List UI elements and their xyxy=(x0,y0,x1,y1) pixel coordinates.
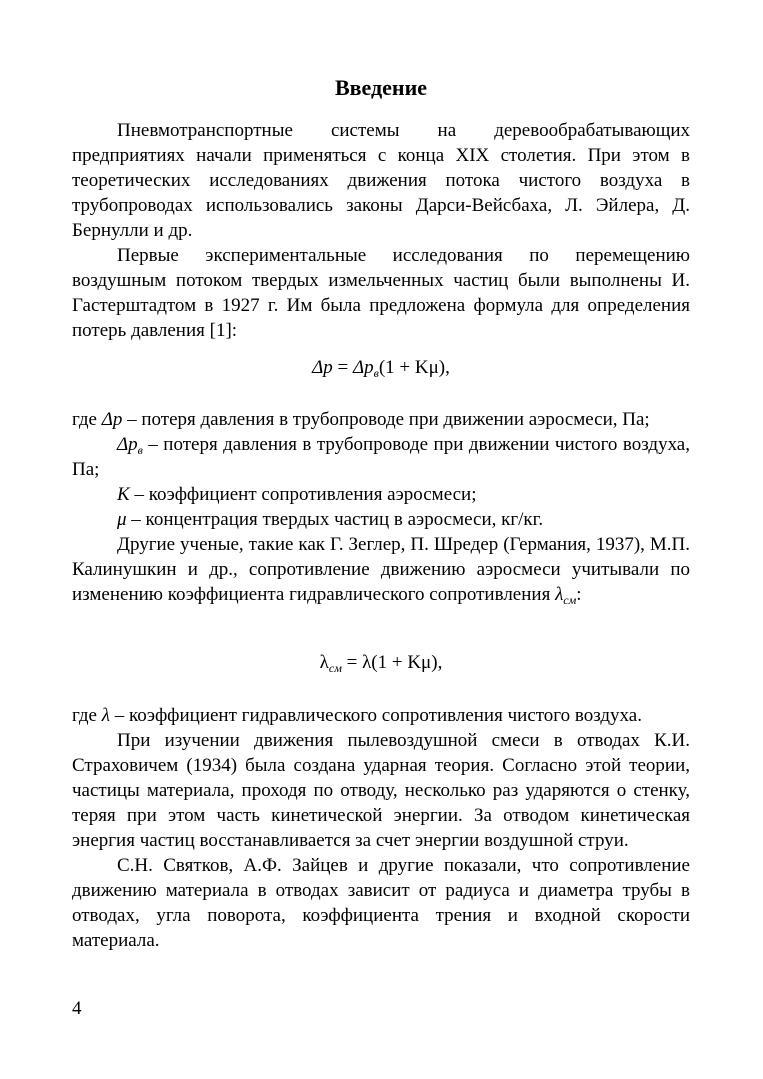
formula1-lhs: Δp xyxy=(312,357,333,378)
text-block-2 xyxy=(72,407,690,607)
formula-lambda xyxy=(72,650,690,675)
paragraph-tail: : xyxy=(576,584,582,605)
formula1-rhs-sub: в xyxy=(373,366,379,380)
definition-text: – концентрация твердых частиц в аэросмеси, кг/кг. xyxy=(126,509,544,530)
text-block-1 xyxy=(72,118,690,343)
symbol-delta-pv-sub: в xyxy=(137,443,143,457)
symbol-mu: μ xyxy=(117,509,127,530)
formula2-lhs: λ xyxy=(319,652,329,673)
symbol-lambda: λ xyxy=(101,705,110,726)
symbol-delta-p: Δp xyxy=(101,409,123,430)
text-block-3 xyxy=(72,703,690,953)
formula1-rhs-delta: Δp xyxy=(352,357,374,378)
definition-delta-p xyxy=(72,407,690,432)
paragraph-impact-theory: При изучении движения пылевоздушной смеси в отводах К.И. Страховичем (1934) была создана ударная теория. Согласно этой теории, частицы материала, проходя по отводу, несколько раз ударяются о стенку, теряя при этом часть кинетической энергии. За отводом кинетическая энергия частиц восстанавливается за счет энергии воздушной струи. xyxy=(72,730,690,851)
paragraph-other-scientists xyxy=(72,532,690,607)
definition-k xyxy=(72,482,690,507)
definition-mu xyxy=(72,507,690,532)
definition-text: – коэффициент гидравлического сопротивления чистого воздуха. xyxy=(109,705,642,726)
formula-pressure-loss xyxy=(72,355,690,380)
definition-delta-pv xyxy=(72,432,690,482)
definition-text: – коэффициент сопротивления аэросмеси; xyxy=(129,484,477,505)
paragraph-experiments: Первые экспериментальные исследования по перемещению воздушным потоком твердых измельченных частиц были выполнены И. Гастерштадтом в 1927 г. Им была предложена формула для определения потерь давления [1]: xyxy=(72,245,690,341)
definition-lambda xyxy=(72,703,690,728)
symbol-delta-pv: Δp xyxy=(117,434,138,455)
definition-lead: где xyxy=(72,409,102,430)
section-heading: Введение xyxy=(334,75,428,100)
page-number: 4 xyxy=(72,998,82,1019)
definition-lead: где xyxy=(72,705,102,726)
formula2-rhs: λ(1 + Kμ), xyxy=(362,652,443,673)
symbol-lambda-cm-sub: см xyxy=(563,593,577,607)
symbol-k: K xyxy=(117,484,130,505)
paragraph-svyatkov: С.Н. Святков, А.Ф. Зайцев и другие показали, что сопротивление движению материала в отводах зависит от радиуса и диаметра трубы в отводах, угла поворота, коэффициента трения и входной скорости материала. xyxy=(72,855,690,951)
formula1-rhs-tail: (1 + Kμ), xyxy=(378,357,450,378)
formula1-eq: = xyxy=(332,357,353,378)
paragraph-text: Другие ученые, такие как Г. Зеглер, П. Шредер (Германия, 1937), М.П. Калинушкин и др., сопротивление движению аэросмеси учитывали по изменению коэффициента гидравлического сопротивления xyxy=(72,534,690,605)
definition-text: – потеря давления в трубопроводе при движении аэросмеси, Па; xyxy=(122,409,650,430)
formula2-eq: = xyxy=(341,652,363,673)
symbol-lambda-cm: λ xyxy=(555,584,564,605)
formula2-lhs-sub: см xyxy=(328,661,342,675)
paragraph-intro: Пневмотранспортные системы на деревообрабатывающих предприятиях начали применяться с конца XIX столетия. При этом в теоретических исследованиях движения потока чистого воздуха в трубопроводах использовались законы Дарси-Вейсбаха, Л. Эйлера, Д. Бернулли и др. xyxy=(72,120,690,241)
definition-text: – потеря давления в трубопроводе при движении чистого воздуха, Па; xyxy=(72,434,690,480)
